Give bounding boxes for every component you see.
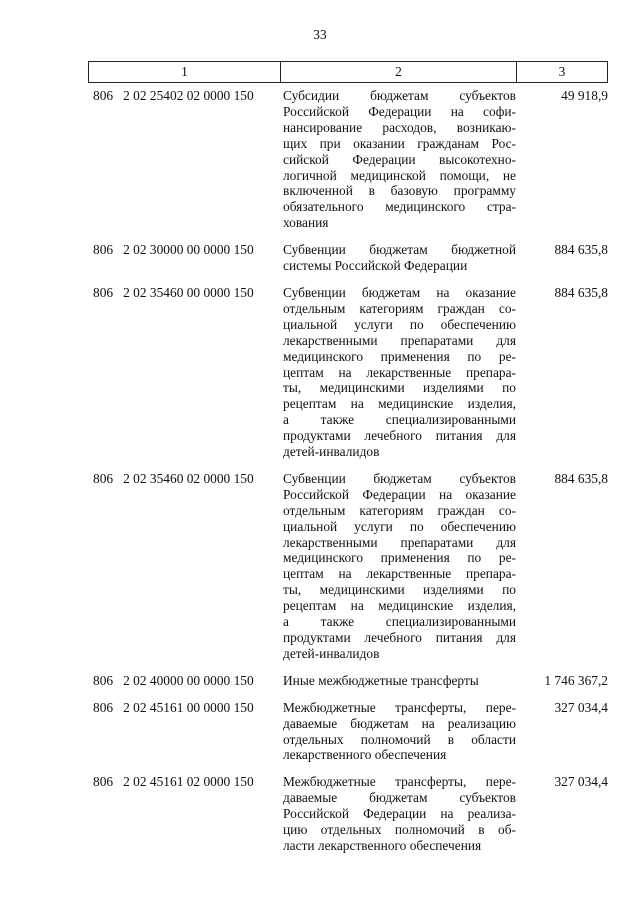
description-line: продуктами лечебного питания для: [283, 428, 516, 444]
description-line: медицинского применения по ре-: [283, 550, 516, 566]
description-line: включенной в базовую программу: [283, 183, 516, 199]
description-line: сийской Федерации высокотехно-: [283, 151, 516, 167]
description-line: цептам на лекарственные препара-: [283, 364, 516, 380]
description-line: даваемые бюджетам на реализацию: [283, 715, 516, 731]
description-line: детей-инвалидов: [283, 645, 380, 661]
row-description: [283, 774, 516, 854]
table-row: [0, 774, 640, 854]
table-row: [0, 285, 640, 460]
row-amount: 1 746 367,2: [544, 672, 608, 688]
row-code: 806 2 02 40000 00 0000 150: [93, 672, 254, 688]
description-line: рецептам на медицинские изделия,: [283, 396, 516, 412]
description-line: цию отдельных полномочий в об-: [283, 822, 516, 838]
description-line: Российской Федерации на софи-: [283, 103, 516, 119]
description-line: Российской Федерации на реализа-: [283, 806, 516, 822]
description-line: рецептам на медицинские изделия,: [283, 598, 516, 614]
header-col-2: 2: [281, 62, 517, 82]
description-line: медицинского применения по ре-: [283, 348, 516, 364]
row-amount: 884 635,8: [554, 242, 608, 258]
description-line: а также специализированными: [283, 412, 516, 428]
table-body: [0, 88, 640, 865]
description-line: продуктами лечебного питания для: [283, 630, 516, 645]
table-row: [0, 242, 640, 274]
header-col-3: 3: [558, 64, 566, 79]
table-header: [88, 61, 608, 83]
description-line: Межбюджетные трансферты, пере-: [283, 774, 516, 790]
row-description: [283, 285, 516, 460]
table-row: [0, 471, 640, 662]
description-line: отдельным категориям граждан со-: [283, 502, 516, 518]
description-line: лекарственными препаратами для: [283, 332, 516, 348]
row-description: [283, 88, 516, 231]
table-row: [0, 673, 640, 689]
description-line: системы Российской Федерации: [283, 258, 468, 274]
table-row: [0, 700, 640, 764]
description-line: Межбюджетные трансферты, пере-: [283, 699, 516, 715]
description-line: цептам на лекарственные препара-: [283, 566, 516, 582]
description-line: отдельным категориям граждан со-: [283, 300, 516, 316]
description-line: ты, медицинскими изделиями по: [283, 380, 516, 396]
description-line: Субвенции бюджетам бюджетной: [283, 242, 516, 258]
description-line: Субвенции бюджетам на оказание: [283, 284, 516, 300]
description-line: нансирование расходов, возникаю-: [283, 119, 516, 135]
description-line: даваемые бюджетам субъектов: [283, 790, 516, 806]
description-line: отдельных полномочий в области: [283, 731, 516, 747]
table-row: [0, 88, 640, 231]
row-description: [283, 673, 516, 689]
row-code: 806 2 02 45161 02 0000 150: [93, 774, 254, 790]
row-code: 806 2 02 25402 02 0000 150: [93, 88, 254, 103]
row-code: 806 2 02 35460 00 0000 150: [93, 284, 254, 300]
description-line: хования: [283, 215, 329, 231]
description-line: циальной услуги по обеспечению: [283, 316, 516, 332]
row-amount: 327 034,4: [554, 774, 608, 790]
description-line: обязательного медицинского стра-: [283, 199, 516, 215]
description-line: циальной услуги по обеспечению: [283, 518, 516, 534]
row-amount: 327 034,4: [554, 699, 608, 715]
description-line: Иные межбюджетные трансферты: [283, 672, 479, 688]
row-code: 806 2 02 30000 00 0000 150: [93, 242, 254, 258]
description-line: Субвенции бюджетам субъектов: [283, 470, 516, 486]
description-line: а также специализированными: [283, 614, 516, 630]
header-col-1: 1: [89, 62, 281, 82]
description-line: Российской Федерации на оказание: [283, 486, 516, 502]
row-amount: 884 635,8: [554, 470, 608, 486]
row-code: 806 2 02 45161 00 0000 150: [93, 699, 254, 715]
row-description: [283, 242, 516, 274]
page-number: 33: [313, 27, 327, 42]
description-line: ты, медицинскими изделиями по: [283, 582, 516, 598]
row-amount: 884 635,8: [554, 284, 608, 300]
description-line: Субсидии бюджетам субъектов: [283, 88, 516, 103]
description-line: лекарственного обеспечения: [283, 747, 447, 763]
description-line: щих при оказании гражданам Рос-: [283, 135, 516, 151]
description-line: лекарственными препаратами для: [283, 534, 516, 550]
description-line: логичной медицинской помощи, не: [283, 167, 516, 183]
row-code: 806 2 02 35460 02 0000 150: [93, 470, 254, 486]
row-description: [283, 700, 516, 764]
row-description: [283, 471, 516, 662]
description-line: детей-инвалидов: [283, 444, 380, 460]
row-amount: 49 918,9: [561, 88, 608, 103]
description-line: ласти лекарственного обеспечения: [283, 837, 482, 853]
